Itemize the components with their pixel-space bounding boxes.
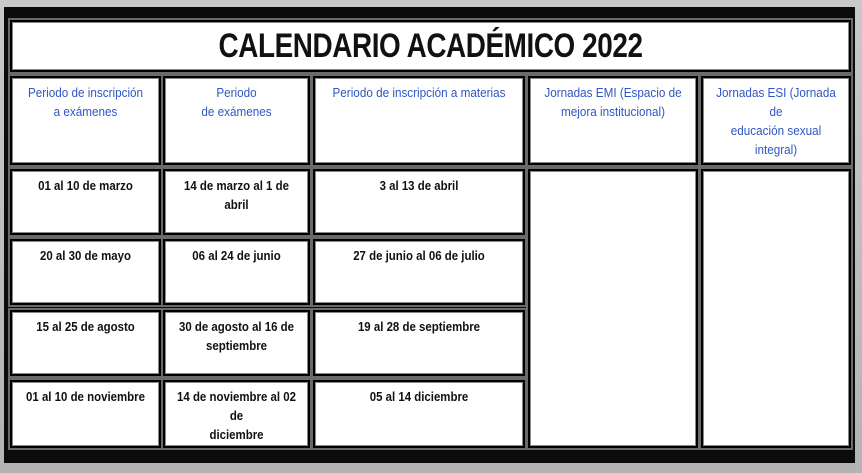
- cell-row1-examenes: [163, 169, 310, 235]
- cell-row4-inscripcion-materias: [313, 380, 525, 448]
- cell-line: 15 al 25 de agosto: [36, 319, 135, 334]
- cell-row4-inscripcion-examenes: [10, 380, 161, 448]
- cell-row4-examenes: [163, 380, 310, 448]
- cell-jornadas-emi-empty: [528, 169, 698, 448]
- cell-line: 14 de noviembre al 02 de: [177, 389, 296, 423]
- header-line: mejora institucional): [560, 104, 666, 119]
- header-inscripcion-examenes: [10, 76, 161, 165]
- cell-line: 01 al 10 de marzo: [38, 178, 133, 193]
- header-inscripcion-materias: [313, 76, 525, 165]
- calendar-title: CALENDARIO ACADÉMICO 2022: [218, 26, 643, 65]
- cell-line: 30 de agosto al 16 de: [178, 319, 295, 334]
- cell-line: 3 al 13 de abril: [379, 178, 459, 193]
- cell-line: 27 de junio al 06 de julio: [353, 248, 485, 263]
- header-line: Periodo de inscripción: [27, 85, 144, 100]
- header-line: Periodo: [216, 85, 257, 100]
- header-line: Periodo de inscripción a materias: [332, 85, 506, 100]
- cell-line: diciembre: [209, 427, 264, 442]
- header-line: Jornadas EMI (Espacio de: [544, 85, 682, 100]
- cell-line: 06 al 24 de junio: [192, 248, 281, 263]
- cell-row2-examenes: [163, 239, 310, 305]
- header-jornadas-esi: [701, 76, 851, 165]
- cell-line: 05 al 14 diciembre: [369, 389, 469, 404]
- cell-row1-inscripcion-materias: [313, 169, 525, 235]
- header-line: Jornadas ESI (Jornada de: [716, 85, 836, 119]
- title-box: [10, 20, 851, 72]
- header-jornadas-emi: [528, 76, 698, 165]
- cell-row2-inscripcion-examenes: [10, 239, 161, 305]
- cell-row3-inscripcion-materias: [313, 310, 525, 376]
- header-line: de exámenes: [201, 104, 272, 119]
- cell-row3-examenes: [163, 310, 310, 376]
- header-periodo-examenes: [163, 76, 310, 165]
- cell-jornadas-esi-empty: [701, 169, 851, 448]
- cell-row1-inscripcion-examenes: [10, 169, 161, 235]
- cell-row3-inscripcion-examenes: [10, 310, 161, 376]
- cell-line: septiembre: [205, 338, 268, 353]
- cell-line: 20 al 30 de mayo: [40, 248, 131, 263]
- cell-line: 19 al 28 de septiembre: [357, 319, 481, 334]
- cell-line: 01 al 10 de noviembre: [26, 389, 145, 404]
- header-line: educación sexual integral): [730, 123, 822, 157]
- cell-line: 14 de marzo al 1 de abril: [184, 178, 289, 212]
- cell-row2-inscripcion-materias: [313, 239, 525, 305]
- header-line: a exámenes: [53, 104, 118, 119]
